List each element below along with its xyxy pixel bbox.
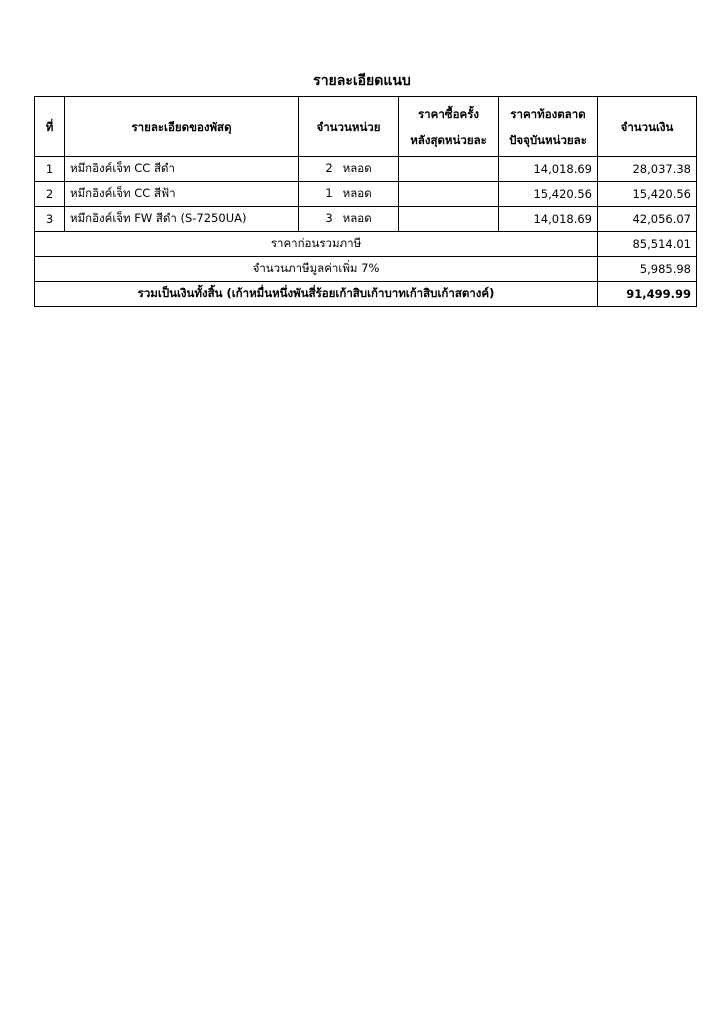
row-amount: 42,056.07 [598,207,697,232]
header-amount: จำนวนเงิน [598,97,697,157]
row-qty-number: 2 [325,161,333,175]
header-last-price-line1: ราคาซื้อครั้ง [418,106,479,121]
header-market-price [499,97,598,157]
row-market-price: 14,018.69 [499,207,598,232]
row-description: หมึกอิงค์เจ็ท CC สีฟ้า [65,182,299,207]
row-qty-number: 1 [325,186,333,200]
total-label: รวมเป็นเงินทั้งสิ้น (เก้าหมื่นหนึ่งพันสี่ร้อยเก้าสิบเก้าบาทเก้าสิบเก้าสตางค์) [35,282,598,307]
document-title: รายละเอียดแนบ [313,73,411,89]
subtotal-label: ราคาก่อนรวมภาษี [35,232,598,257]
row-no: 3 [35,207,65,232]
total-value: 91,499.99 [598,282,697,307]
row-last-price [399,207,499,232]
row-quantity [299,157,399,182]
vat-label: จำนวนภาษีมูลค่าเพิ่ม 7% [35,257,598,282]
table-row [35,157,697,182]
header-description: รายละเอียดของพัสดุ [65,97,299,157]
header-no: ที่ [35,97,65,157]
row-market-price: 14,018.69 [499,157,598,182]
header-quantity: จำนวนหน่วย [299,97,399,157]
row-amount: 28,037.38 [598,157,697,182]
header-market-price-line1: ราคาท้องตลาด [510,106,586,121]
row-no: 2 [35,182,65,207]
vat-value: 5,985.98 [598,257,697,282]
row-quantity [299,182,399,207]
row-qty-unit: หลอด [342,211,372,225]
row-description: หมึกอิงค์เจ็ท FW สีดำ (S-7250UA) [65,207,299,232]
row-description: หมึกอิงค์เจ็ท CC สีดำ [65,157,299,182]
row-last-price [399,157,499,182]
detail-table [34,96,697,307]
header-row [35,97,697,157]
row-qty-number: 3 [325,211,333,225]
row-amount: 15,420.56 [598,182,697,207]
row-qty-unit: หลอด [342,186,372,200]
row-no: 1 [35,157,65,182]
table-row [35,182,697,207]
row-last-price [399,182,499,207]
total-row [35,282,697,307]
header-last-price [399,97,499,157]
table-row [35,207,697,232]
subtotal-row [35,232,697,257]
row-market-price: 15,420.56 [499,182,598,207]
row-qty-unit: หลอด [342,161,372,175]
subtotal-value: 85,514.01 [598,232,697,257]
header-market-price-line2: ปัจจุบันหน่วยละ [509,132,587,147]
row-quantity [299,207,399,232]
vat-row [35,257,697,282]
header-last-price-line2: หลังสุดหน่วยละ [410,132,487,147]
